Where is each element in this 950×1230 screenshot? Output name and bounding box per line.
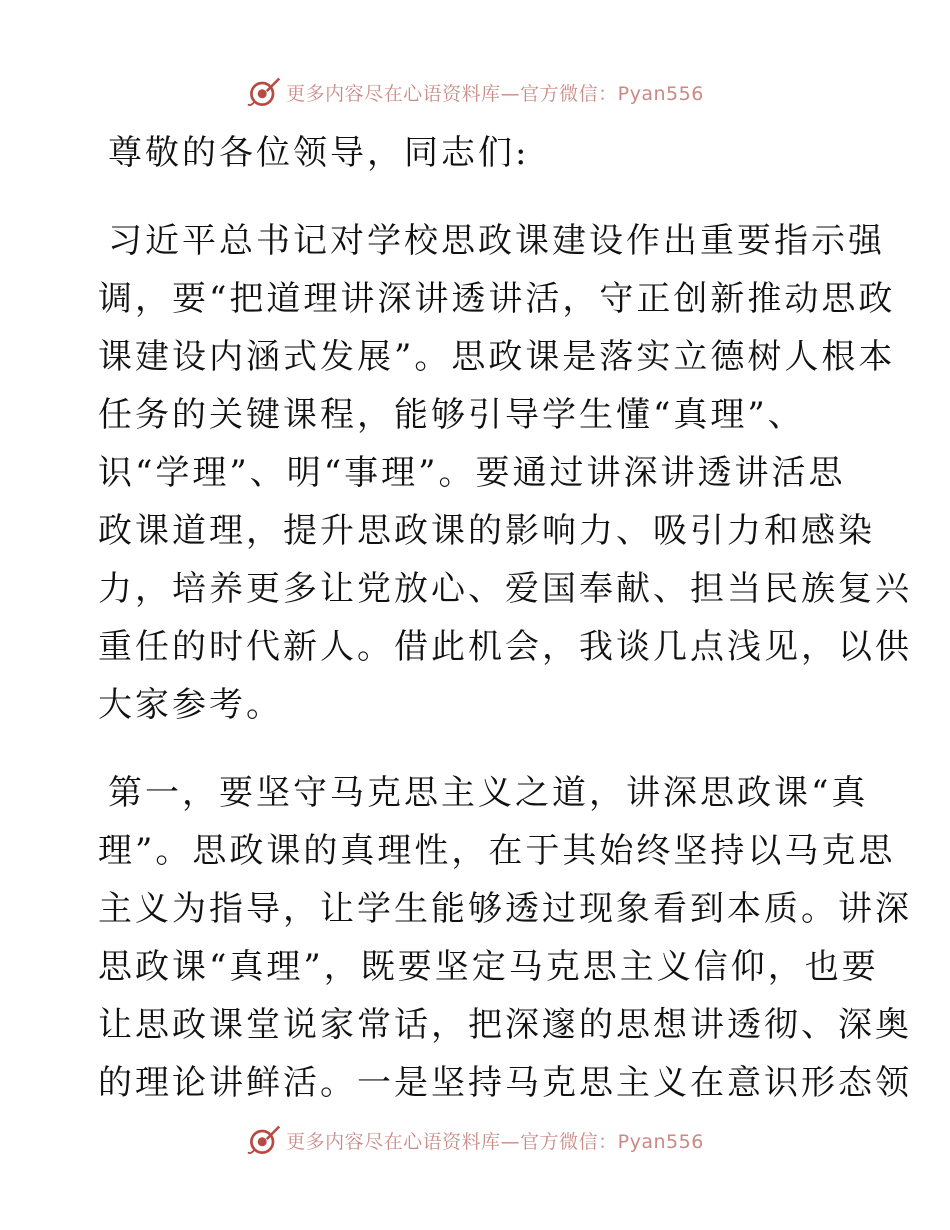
footer-watermark-banner [0, 1120, 950, 1160]
text-line: 习近平总书记对学校思政课建设作出重要指示强 [108, 221, 885, 261]
text-line: 重任的时代新人。借此机会，我谈几点浅见，以供 [98, 627, 912, 667]
text-line: 课建设内涵式发展”。思政课是落实立德树人根本 [98, 337, 896, 377]
brush-logo-icon [246, 1122, 282, 1158]
text-line: 思政课“真理”，既要坚定马克思主义信仰，也要 [98, 947, 879, 987]
text-line: 调，要“把道理讲深讲透讲活，守正创新推动思政 [98, 279, 896, 319]
watermark-text: 更多内容尽在心语资料库—官方微信：Pyan556 [286, 82, 704, 105]
text-line: 政课道理，提升思政课的影响力、吸引力和感染 [98, 511, 875, 551]
document-body [98, 124, 912, 1112]
text-line: 识“学理”、明“事理”。要通过讲深讲透讲活思 [98, 453, 846, 493]
text-line: 第一，要坚守马克思主义之道，讲深思政课“真 [108, 773, 869, 813]
greeting-line: 尊敬的各位领导，同志们: [108, 133, 530, 173]
text-line: 主义为指导，让学生能够透过现象看到本质。讲深 [98, 889, 912, 929]
text-line: 大家参考。 [98, 685, 283, 725]
text-line: 任务的关键课程，能够引导学生懂“真理”、 [98, 395, 805, 435]
text-line: 的理论讲鲜活。一是坚持马克思主义在意识形态领 [98, 1063, 912, 1103]
text-line: 让思政课堂说家常话，把深邃的思想讲透彻、深奥 [98, 1005, 912, 1045]
text-line: 理”。思政课的真理性，在于其始终坚持以马克思 [98, 831, 896, 871]
paragraph-intro [98, 212, 912, 734]
paragraph-first-point [98, 764, 912, 1112]
header-watermark-banner [0, 72, 950, 112]
text-line: 力，培养更多让党放心、爱国奉献、担当民族复兴 [98, 569, 912, 609]
brush-logo-icon [246, 74, 282, 110]
watermark-text: 更多内容尽在心语资料库—官方微信：Pyan556 [286, 1130, 704, 1153]
